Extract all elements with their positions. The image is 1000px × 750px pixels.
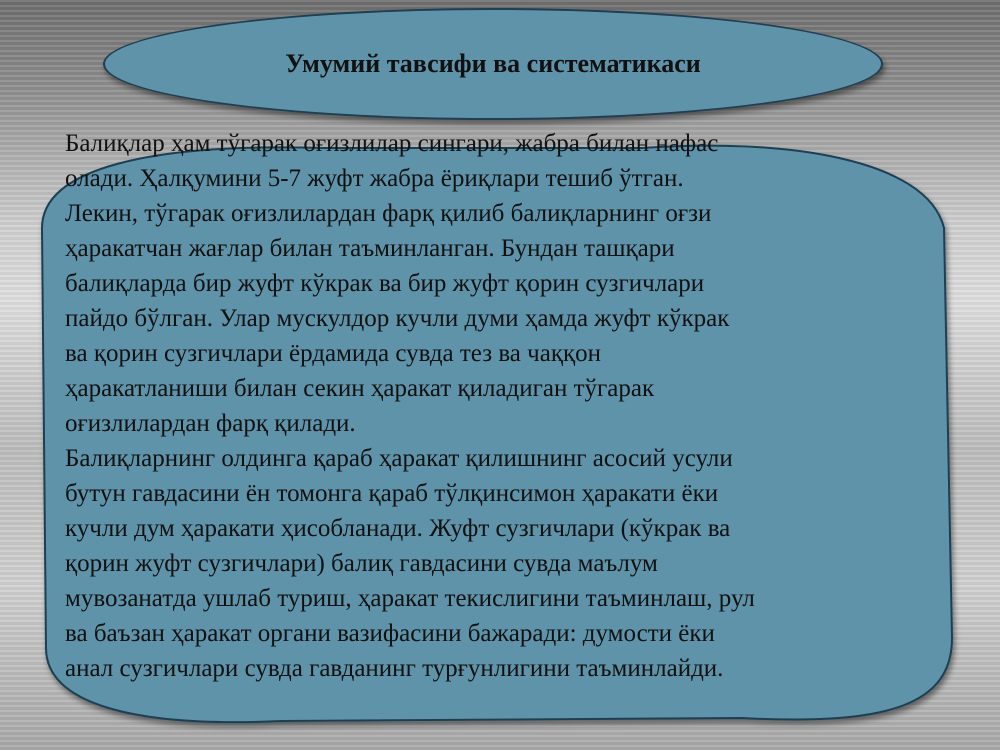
body-paragraph: Балиқлар ҳам тўгарак оғизлилар сингари, жабра билан нафас олади. Ҳалқумини 5-7 жуфт жабра ёриқлари тешиб ўтган. Лекин, тўгарак оғизлилардан фарқ қилиб балиқларнинг оғзи ҳаракатчан жағлар билан таъминланган. Бундан ташқари балиқларда бир жуфт кўкрак ва бир жуфт қорин сузгичлари пайдо бўлган. Улар мускулдор кучли думи ҳамда жуфт кўкрак ва қорин сузгичлари ёрдамида сувда тез ва чаққон ҳаракатланиши билан секин ҳаракат қиладиган тўгарак оғизлилардан фарқ қилади. Балиқларнинг олдинга қараб ҳаракат қилишнинг асосий усули бутун гавдасини ён томонга қараб тўлқинсимон ҳаракати ёки кучли дум ҳаракати ҳисобланади. Жуфт сузгичлари (кўкрак ва қорин жуфт сузгичлари) балиқ гавдасини сувда маълум мувозанатда ушлаб туриш, ҳаракат текислигини таъминлаш, рул ва баъзан ҳаракат органи вазифасини бажаради: думости ёки анал сузгичлари сувда гавданинг турғунлигини таъминлайди. <box>65 130 755 682</box>
body-text-box <box>22 118 982 743</box>
slide-title: Умумий тавсифи ва систематикаси <box>285 49 701 78</box>
title-ellipse <box>103 8 883 120</box>
